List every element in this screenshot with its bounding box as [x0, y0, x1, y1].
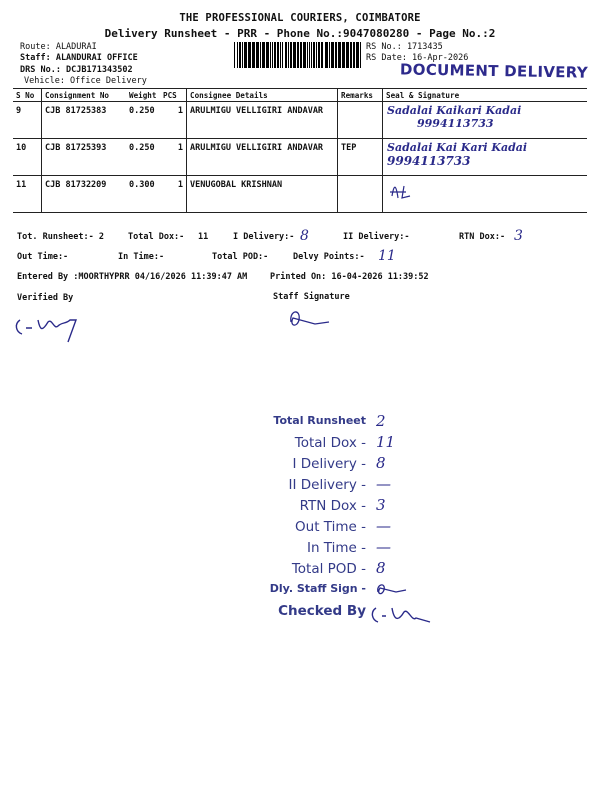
- cell-weight: 0.250: [126, 139, 160, 176]
- summary-row: [226, 517, 446, 538]
- summary-value-handwritten: 11: [376, 433, 396, 451]
- delvy-points-handwritten: 11: [378, 248, 396, 264]
- summary-stamp: [226, 412, 446, 622]
- summary-value-handwritten: 8: [376, 559, 386, 577]
- handwritten-seal-line1: Sadalai Kaikari Kadai: [387, 104, 522, 117]
- cell-pcs: 1: [160, 102, 187, 139]
- cell-seal: [383, 176, 588, 213]
- dly-staff-signature: [372, 580, 412, 600]
- cell-remarks: TEP: [338, 139, 383, 176]
- verified-by-label: Verified By: [17, 293, 74, 303]
- cell-consignee: ARULMIGU VELLIGIRI ANDAVAR: [187, 102, 338, 139]
- cell-sno: 9: [13, 102, 42, 139]
- route-label: Route: ALADURAI: [20, 42, 97, 52]
- company-name: THE PROFESSIONAL COURIERS, COIMBATORE: [179, 12, 421, 24]
- i-delivery-handwritten: 8: [300, 228, 309, 244]
- table-header-row: [13, 89, 587, 102]
- handwritten-seal-line1: Sadalai Kai Kari Kadai: [387, 141, 528, 154]
- summary-label: II Delivery -: [288, 477, 366, 493]
- rtn-dox-label: RTN Dox:-: [459, 232, 506, 242]
- cell-consignment: CJB 81725383: [42, 102, 127, 139]
- col-sno: S No: [13, 89, 42, 102]
- cell-weight: 0.250: [126, 102, 160, 139]
- staff-label: Staff: ALANDURAI OFFICE: [20, 53, 138, 63]
- i-delivery-label: I Delivery:-: [233, 232, 295, 242]
- handwritten-seal-line2: 9994113733: [417, 117, 494, 130]
- summary-row: [226, 559, 446, 580]
- cell-consignee: ARULMIGU VELLIGIRI ANDAVAR: [187, 139, 338, 176]
- rs-date: RS Date: 16-Apr-2026: [366, 53, 469, 63]
- cell-pcs: 1: [160, 139, 187, 176]
- total-pod-label: Total POD:-: [212, 252, 269, 262]
- summary-label: Total Dox -: [294, 435, 366, 451]
- staff-signature-scribble: [285, 304, 335, 334]
- table-row: [13, 176, 587, 213]
- summary-value-handwritten: —: [376, 538, 391, 556]
- summary-label: In Time -: [306, 540, 366, 556]
- ii-delivery-label: II Delivery:-: [343, 232, 410, 242]
- summary-row: [226, 475, 446, 496]
- summary-value-handwritten: —: [376, 517, 391, 535]
- col-weight: Weight: [126, 89, 160, 102]
- col-consignee: Consignee Details: [187, 89, 338, 102]
- summary-value-handwritten: 2: [376, 412, 386, 430]
- cell-pcs: 1: [160, 176, 187, 213]
- drs-number: DRS No.: DCJB171343502: [20, 65, 133, 75]
- printed-on: Printed On: 16-04-2026 11:39:52: [270, 272, 429, 282]
- cell-weight: 0.300: [126, 176, 160, 213]
- col-remarks: Remarks: [338, 89, 383, 102]
- summary-row: [226, 412, 446, 433]
- verified-signature: [12, 308, 92, 343]
- cell-consignee: VENUGOBAL KRISHNAN: [187, 176, 338, 213]
- tot-runsheet: Tot. Runsheet:- 2: [17, 232, 104, 242]
- entered-by: Entered By :MOORTHYPRR 04/16/2026 11:39:47 AM: [17, 272, 248, 282]
- cell-remarks: [338, 176, 383, 213]
- cell-remarks: [338, 102, 383, 139]
- cell-seal: [383, 102, 588, 139]
- signature-scribble: [386, 180, 416, 202]
- summary-row: [226, 496, 446, 517]
- total-dox-label: Total Dox:-: [128, 232, 185, 242]
- document-delivery-stamp: DOCUMENT DELIVERY: [399, 60, 589, 82]
- cell-sno: 11: [13, 176, 42, 213]
- cell-consignment: CJB 81732209: [42, 176, 127, 213]
- out-time-label: Out Time:-: [17, 252, 69, 262]
- summary-row: [226, 454, 446, 475]
- rs-number: RS No.: 1713435: [366, 42, 443, 52]
- summary-label: Total Runsheet: [273, 414, 366, 427]
- barcode: [234, 42, 362, 68]
- staff-signature-label: Staff Signature: [273, 292, 350, 302]
- col-consignment: Consignment No: [42, 89, 127, 102]
- total-dox-value: 11: [198, 232, 209, 242]
- summary-row: [226, 433, 446, 454]
- summary-row: [226, 580, 446, 601]
- col-seal-signature: Seal & Signature: [383, 89, 588, 102]
- cell-consignment: CJB 81725393: [42, 139, 127, 176]
- cell-sno: 10: [13, 139, 42, 176]
- runsheet-table: [13, 88, 587, 213]
- vehicle-label: Vehicle: Office Delivery: [24, 76, 147, 86]
- summary-value-handwritten: 8: [376, 454, 386, 472]
- runsheet-title: Delivery Runsheet - PRR - Phone No.:9047080280 - Page No.:2: [104, 27, 496, 40]
- summary-value-handwritten: —: [376, 475, 391, 493]
- rtn-dox-handwritten: 3: [514, 228, 523, 244]
- table-row: [13, 102, 587, 139]
- summary-label: Dly. Staff Sign -: [269, 582, 366, 595]
- handwritten-seal-line2: 9994113733: [387, 154, 471, 168]
- summary-row: [226, 538, 446, 559]
- col-pcs: PCS: [160, 89, 187, 102]
- summary-label: I Delivery -: [292, 456, 366, 472]
- summary-label: RTN Dox -: [299, 498, 366, 514]
- cell-seal: [383, 139, 588, 176]
- summary-label: Total POD -: [291, 561, 366, 577]
- table-row: [13, 139, 587, 176]
- summary-value-handwritten: 3: [376, 496, 386, 514]
- checked-by-signature: [368, 602, 438, 634]
- delvy-points-label: Delvy Points:-: [293, 252, 365, 262]
- summary-label: Checked By: [278, 603, 366, 619]
- in-time-label: In Time:-: [118, 252, 165, 262]
- summary-label: Out Time -: [295, 519, 366, 535]
